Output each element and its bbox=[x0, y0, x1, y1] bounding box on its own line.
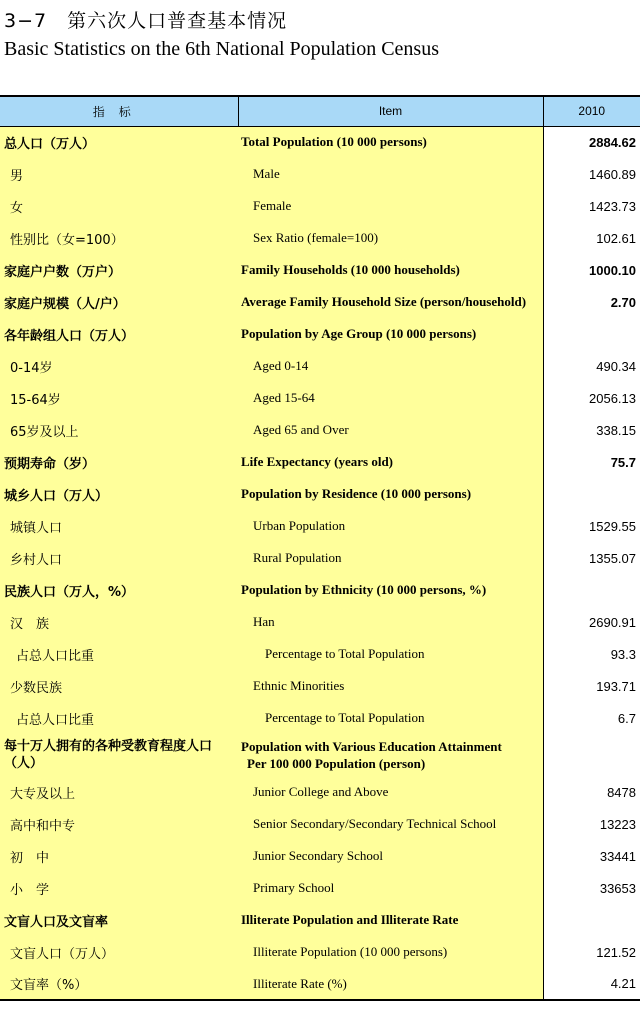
row-label-english: Female bbox=[238, 190, 543, 222]
row-value: 102.61 bbox=[543, 222, 640, 254]
row-label-english: Percentage to Total Population bbox=[238, 638, 543, 670]
table-row bbox=[0, 638, 640, 670]
table-row bbox=[0, 350, 640, 382]
table-row bbox=[0, 222, 640, 254]
row-value: 338.15 bbox=[543, 414, 640, 446]
table-row bbox=[0, 126, 640, 158]
row-value: 93.3 bbox=[543, 638, 640, 670]
table-row bbox=[0, 382, 640, 414]
row-value: 75.7 bbox=[543, 446, 640, 478]
row-value: 33653 bbox=[543, 872, 640, 904]
table-row bbox=[0, 510, 640, 542]
row-label-english: Life Expectancy (years old) bbox=[238, 446, 543, 478]
row-value: 1529.55 bbox=[543, 510, 640, 542]
table-row bbox=[0, 702, 640, 734]
row-label-english: Population by Age Group (10 000 persons) bbox=[238, 318, 543, 350]
row-value: 490.34 bbox=[543, 350, 640, 382]
table-row bbox=[0, 574, 640, 606]
column-header-year: 2010 bbox=[543, 96, 640, 126]
row-label-english: Ethnic Minorities bbox=[238, 670, 543, 702]
row-value: 33441 bbox=[543, 840, 640, 872]
statistics-table bbox=[0, 95, 640, 1001]
column-header-item: Item bbox=[238, 96, 543, 126]
row-value: 2056.13 bbox=[543, 382, 640, 414]
table-row bbox=[0, 936, 640, 968]
row-label-english: Primary School bbox=[238, 872, 543, 904]
table-row bbox=[0, 542, 640, 574]
row-label-chinese: 大专及以上 bbox=[0, 776, 238, 808]
row-label-english: Male bbox=[238, 158, 543, 190]
row-label-chinese: 乡村人口 bbox=[0, 542, 238, 574]
table-header-row bbox=[0, 96, 640, 126]
row-value: 2884.62 bbox=[543, 126, 640, 158]
table-row bbox=[0, 254, 640, 286]
row-label-english: Urban Population bbox=[238, 510, 543, 542]
row-label-english: Junior Secondary School bbox=[238, 840, 543, 872]
row-value: 13223 bbox=[543, 808, 640, 840]
row-label-chinese: 文盲率（%） bbox=[0, 968, 238, 1000]
row-value: 1355.07 bbox=[543, 542, 640, 574]
table-row bbox=[0, 414, 640, 446]
table-row bbox=[0, 808, 640, 840]
row-label-chinese: 文盲人口（万人） bbox=[0, 936, 238, 968]
row-label-english: Illiterate Rate (%) bbox=[238, 968, 543, 1000]
table-row bbox=[0, 446, 640, 478]
row-label-chinese: 性别比（女=100） bbox=[0, 222, 238, 254]
row-label-english: Han bbox=[238, 606, 543, 638]
row-value: 1423.73 bbox=[543, 190, 640, 222]
row-label-english: Senior Secondary/Secondary Technical School bbox=[238, 808, 543, 840]
page-title: 3−7 第六次人口普查基本情况 bbox=[4, 10, 288, 32]
row-value: 193.71 bbox=[543, 670, 640, 702]
row-label-english: Family Households (10 000 households) bbox=[238, 254, 543, 286]
table-row bbox=[0, 318, 640, 350]
row-label-chinese: 文盲人口及文盲率 bbox=[0, 904, 238, 936]
row-value: 1460.89 bbox=[543, 158, 640, 190]
table-row bbox=[0, 606, 640, 638]
row-label-english: Population by Ethnicity (10 000 persons, %) bbox=[238, 574, 543, 606]
row-value bbox=[543, 478, 640, 510]
table-row bbox=[0, 872, 640, 904]
row-label-chinese: 城镇人口 bbox=[0, 510, 238, 542]
table-body bbox=[0, 126, 640, 1000]
row-label-english: Percentage to Total Population bbox=[238, 702, 543, 734]
table-row bbox=[0, 190, 640, 222]
row-value bbox=[543, 318, 640, 350]
row-value: 8478 bbox=[543, 776, 640, 808]
table-row bbox=[0, 904, 640, 936]
row-label-english: Illiterate Population and Illiterate Rate bbox=[238, 904, 543, 936]
row-label-chinese: 小 学 bbox=[0, 872, 238, 904]
row-label-english: Average Family Household Size (person/household) bbox=[238, 286, 543, 318]
row-label-chinese: 汉 族 bbox=[0, 606, 238, 638]
table-row bbox=[0, 968, 640, 1000]
row-value: 6.7 bbox=[543, 702, 640, 734]
row-label-english: Total Population (10 000 persons) bbox=[238, 126, 543, 158]
row-value: 2.70 bbox=[543, 286, 640, 318]
table-row bbox=[0, 478, 640, 510]
row-value: 2690.91 bbox=[543, 606, 640, 638]
row-label-english-line: Population with Various Education Attainment bbox=[241, 739, 502, 754]
row-label-english: Aged 0-14 bbox=[238, 350, 543, 382]
table-row bbox=[0, 286, 640, 318]
row-value bbox=[543, 904, 640, 936]
table-row bbox=[0, 734, 640, 776]
row-value bbox=[543, 574, 640, 606]
row-label-english: Rural Population bbox=[238, 542, 543, 574]
row-label-chinese: 总人口（万人） bbox=[0, 126, 238, 158]
row-label-english: Sex Ratio (female=100) bbox=[238, 222, 543, 254]
row-label-english: Aged 15-64 bbox=[238, 382, 543, 414]
row-label-chinese: 高中和中专 bbox=[0, 808, 238, 840]
row-label-chinese: 0-14岁 bbox=[0, 350, 238, 382]
row-value: 1000.10 bbox=[543, 254, 640, 286]
row-label-chinese: 女 bbox=[0, 190, 238, 222]
row-value bbox=[543, 734, 640, 776]
row-label-chinese: 城乡人口（万人） bbox=[0, 478, 238, 510]
row-label-chinese-line: （人） bbox=[4, 756, 44, 771]
row-label-chinese: 15-64岁 bbox=[0, 382, 238, 414]
row-label-chinese bbox=[0, 734, 238, 776]
row-label-english: Junior College and Above bbox=[238, 776, 543, 808]
row-label-chinese: 占总人口比重 bbox=[0, 702, 238, 734]
row-label-chinese: 预期寿命（岁） bbox=[0, 446, 238, 478]
row-label-english: Illiterate Population (10 000 persons) bbox=[238, 936, 543, 968]
row-value: 4.21 bbox=[543, 968, 640, 1000]
table-row bbox=[0, 840, 640, 872]
row-label-chinese: 初 中 bbox=[0, 840, 238, 872]
row-label-english: Population by Residence (10 000 persons) bbox=[238, 478, 543, 510]
row-label-chinese: 少数民族 bbox=[0, 670, 238, 702]
row-label-chinese: 65岁及以上 bbox=[0, 414, 238, 446]
column-header-indicator: 指标 bbox=[0, 96, 238, 126]
row-label-english-line: Per 100 000 Population (person) bbox=[247, 756, 426, 771]
table-row bbox=[0, 670, 640, 702]
table-row bbox=[0, 158, 640, 190]
row-label-chinese: 男 bbox=[0, 158, 238, 190]
row-label-chinese: 占总人口比重 bbox=[0, 638, 238, 670]
row-label-chinese: 民族人口（万人，%） bbox=[0, 574, 238, 606]
row-label-chinese: 家庭户户数（万户） bbox=[0, 254, 238, 286]
page-subtitle: Basic Statistics on the 6th National Population Census bbox=[4, 38, 439, 60]
table-row bbox=[0, 776, 640, 808]
row-label-chinese: 各年龄组人口（万人） bbox=[0, 318, 238, 350]
row-value: 121.52 bbox=[543, 936, 640, 968]
row-label-chinese-line: 每十万人拥有的各种受教育程度人口 bbox=[4, 739, 213, 754]
row-label-chinese: 家庭户规模（人/户） bbox=[0, 286, 238, 318]
row-label-english: Aged 65 and Over bbox=[238, 414, 543, 446]
row-label-english bbox=[238, 734, 543, 776]
